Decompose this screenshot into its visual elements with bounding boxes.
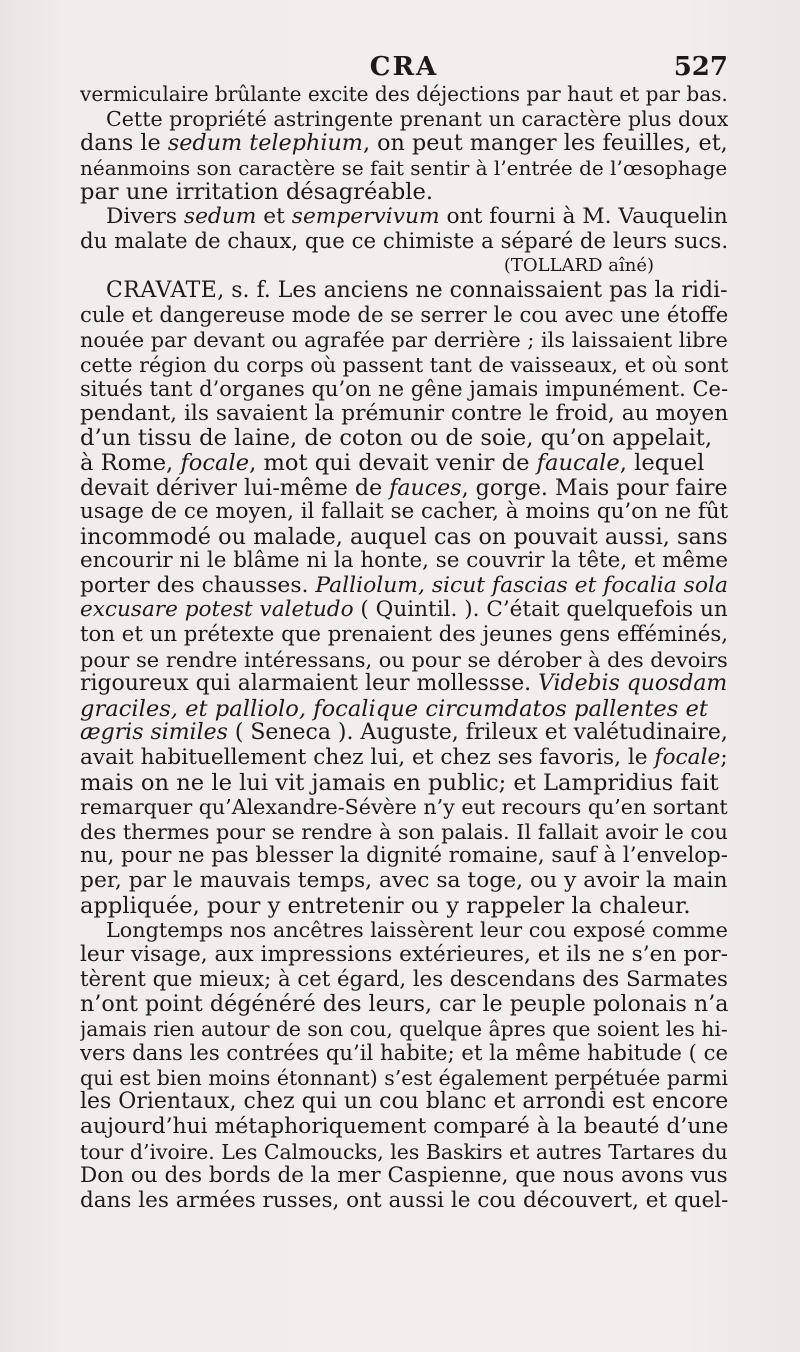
text-line: leur visage, aux impressions extérieures, et ils ne s’en por- — [80, 942, 728, 967]
text-line — [80, 697, 728, 722]
italic-text: Palliolum, sicut fascias et focalia sola — [315, 573, 728, 598]
text-line: tour d’ivoire. Les Calmoucks, les Baskirs et autres Tartares du — [80, 1139, 728, 1164]
text-segment: , s. f. Les anciens ne connaissaient pas la ridi- — [217, 278, 728, 303]
text-line: Cette propriété astringente prenant un caractère plus doux — [106, 106, 728, 131]
text-segment: , mot qui devait venir de — [249, 450, 537, 476]
running-head-title: CRA — [369, 52, 439, 82]
author-signature: (TOLLARD aîné) — [503, 255, 654, 277]
text-line: encourir ni le blâme ni la honte, se couvrir la tête, et même — [80, 549, 728, 574]
text-line — [80, 279, 728, 304]
text-segment: , on peut manger les feuilles, et, — [362, 131, 728, 156]
text-segment: , lequel — [619, 450, 705, 476]
text-line: dans les armées russes, ont aussi le cou découvert, et quel- — [80, 1188, 728, 1213]
text-line — [80, 598, 728, 623]
italic-text: fauces — [389, 475, 462, 501]
text-line: mais on ne le lui vit jamais en public; et Lampridius fait — [80, 770, 719, 796]
text-line: Don ou des bords de la mer Caspienne, que nous avons vus — [80, 1164, 728, 1189]
text-line: les Orientaux, chez qui un cou blanc et arrondi est encore — [80, 1090, 728, 1115]
page-number: 527 — [673, 52, 728, 82]
text-segment: ( Seneca ). Auguste, frileux et valétudinaire, — [227, 721, 728, 746]
running-header — [80, 52, 728, 86]
text-line: pendant, ils savaient la prémunir contre le froid, au moyen — [80, 401, 728, 426]
text-line: situés tant d’organes qu’on ne gêne jamais impunément. Ce- — [80, 377, 728, 402]
text-line: du malate de chaux, que ce chimiste a séparé de leurs sucs. — [80, 229, 728, 254]
text-segment: Divers — [106, 204, 184, 229]
text-line — [80, 131, 728, 156]
italic-text: sempervivum — [291, 204, 440, 229]
text-line — [80, 476, 728, 501]
text-segment: , gorge. Mais pour faire — [461, 475, 728, 501]
text-line: nouée par devant ou agrafée par derrière ; ils laissaient libre — [80, 327, 728, 352]
text-line — [80, 574, 728, 599]
text-line — [80, 672, 728, 697]
text-line: n’ont point dégénéré des leurs, car le peuple polonais n’a — [80, 991, 728, 1017]
italic-text: faucale — [536, 450, 620, 476]
italic-text: ægris similes — [80, 721, 228, 746]
text-line — [80, 721, 728, 746]
text-line: pour se rendre intéressans, ou pour se dérober à des devoirs — [80, 647, 728, 672]
text-segment: ont fourni à M. Vauquelin — [439, 204, 728, 229]
text-line: incommodé ou malade, auquel cas on pouvait aussi, sans — [80, 524, 728, 550]
text-line: ton et un prétexte que prenaient des jeunes gens efféminés, — [80, 623, 728, 648]
text-line: Longtemps nos ancêtres laissèrent leur cou exposé comme — [106, 918, 728, 943]
text-line: qui est bien moins étonnant) s’est également perpétuée parmi — [80, 1065, 728, 1090]
text-line: nu, pour ne pas blesser la dignité romaine, sauf à l’envelop- — [80, 844, 728, 869]
text-segment: et — [256, 204, 292, 229]
text-line: des thermes pour se rendre à son palais. Il fallait avoir le cou — [80, 819, 728, 844]
text-line: remarquer qu’Alexandre-Sévère n’y eut recours qu’en sortant — [80, 795, 728, 820]
italic-text: focale — [654, 746, 721, 771]
text-line: usage de ce moyen, il fallait se cacher, à moins qu’on ne fût — [80, 500, 728, 525]
text-line: per, par le mauvais temps, avec sa toge, ou y avoir la main — [80, 869, 728, 893]
page-body-text — [80, 82, 728, 1213]
entry-headword: CRAVATE — [106, 278, 218, 303]
italic-text: sedum — [183, 204, 257, 229]
text-segment: à Rome, — [80, 450, 181, 476]
text-segment: devait dériver lui-même de — [80, 475, 390, 501]
text-line — [80, 746, 728, 771]
text-line: cule et dangereuse mode de se serrer le cou avec une étoffe — [80, 303, 728, 328]
italic-text: Videbis quosdam — [538, 672, 728, 697]
text-line — [80, 451, 728, 476]
text-line: aujourd’hui métaphoriquement comparé à la beauté d’une — [80, 1114, 728, 1139]
text-line: jamais rien autour de son cou, quelque âpres que soient les hi- — [80, 1016, 728, 1041]
text-segment: ; — [720, 746, 728, 771]
text-line: vers dans les contrées qu’il habite; et la même habitude ( ce — [80, 1041, 728, 1066]
italic-text: focale — [180, 450, 250, 476]
text-segment: ( Quintil. ). C’était quelquefois un — [353, 598, 728, 623]
italic-text: graciles, et palliolo, focalique circumdatos pallentes et — [80, 696, 709, 722]
italic-text: excusare potest valetudo — [80, 598, 354, 623]
text-segment: porter des chausses. — [80, 573, 316, 598]
text-line: néanmoins son caractère se fait sentir à l’entrée de l’œsophage — [80, 155, 728, 180]
text-line: par une irritation désagréable. — [80, 180, 434, 205]
text-line: vermiculaire brûlante excite des déjections par haut et par bas. — [80, 82, 728, 106]
text-segment: dans le — [80, 131, 168, 156]
text-segment: rigoureux qui alarmaient leur mollessse. — [80, 672, 539, 697]
text-line: d’un tissu de laine, de coton ou de soie, qu’on appelait, — [80, 426, 713, 451]
text-line: tèrent que mieux; à cet égard, les descendans des Sarmates — [80, 967, 728, 992]
text-segment: avait habituellement chez lui, et chez ses favoris, le — [80, 746, 655, 771]
text-line: appliquée, pour y entretenir ou y rappeler la chaleur. — [80, 893, 691, 919]
italic-text: sedum telephium — [167, 131, 363, 156]
text-line — [80, 205, 728, 230]
text-line: cette région du corps où passent tant de vaisseaux, et où sont — [80, 352, 728, 377]
